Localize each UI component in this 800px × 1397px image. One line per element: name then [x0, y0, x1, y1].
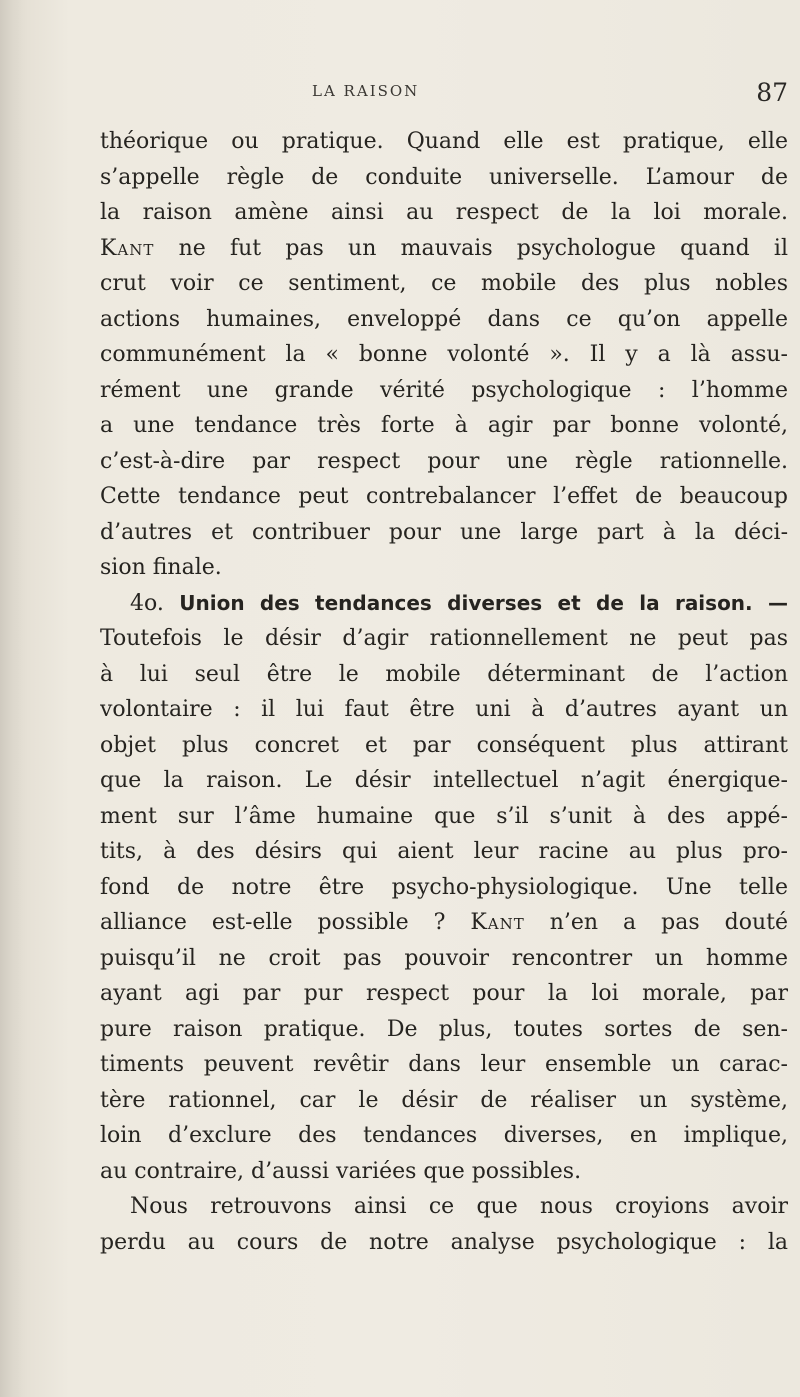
- page-header: [100, 78, 788, 118]
- text-line: loin d’exclure des tendances diverses, en implique,: [100, 1123, 788, 1148]
- text-line: perdu au cours de notre analyse psychologique : la: [100, 1229, 788, 1255]
- text-line: communément la « bonne volonté ». Il y a là assu-: [100, 342, 788, 367]
- text-line: d’autres et contribuer pour une large part à la déci-: [100, 519, 788, 545]
- text-span: n’en a pas douté: [524, 910, 788, 935]
- text-line: ment sur l’âme humaine que s’il s’unit à des appé-: [100, 803, 788, 829]
- text-line: Toutefois le désir d’agir rationnellement ne peut pas: [100, 626, 788, 651]
- text-line: volontaire : il lui faut être uni à d’autres ayant un: [100, 697, 788, 722]
- text-line: [100, 905, 788, 941]
- author-name-kant: Kant: [100, 235, 155, 261]
- text-line: théorique ou pratique. Quand elle est pratique, elle: [100, 129, 788, 154]
- binding-shadow: [0, 0, 22, 1397]
- text-line: timents peuvent revêtir dans leur ensemble un carac-: [100, 1052, 788, 1077]
- section-number: 4o.: [130, 590, 180, 616]
- section-heading: [100, 586, 788, 622]
- text-line: Nous retrouvons ainsi ce que nous croyions avoir: [130, 1194, 788, 1219]
- text-line: ayant agi par pur respect pour la loi morale, par: [100, 981, 788, 1006]
- text-line: tère rationnel, car le désir de réaliser un système,: [100, 1087, 788, 1113]
- text-line: au contraire, d’aussi variées que possibles.: [100, 1158, 582, 1184]
- running-head: LA RAISON: [312, 82, 420, 100]
- text-line: Cette tendance peut contrebalancer l’effet de beaucoup: [100, 484, 788, 509]
- text-line: actions humaines, enveloppé dans ce qu’on appelle: [100, 306, 788, 332]
- text-line: a une tendance très forte à agir par bonne volonté,: [100, 413, 788, 438]
- text-span: ne fut pas un mauvais psychologue quand il: [154, 235, 788, 261]
- text-line: s’appelle règle de conduite universelle. L’amour de: [100, 164, 788, 190]
- page-number: 87: [756, 78, 788, 107]
- author-name-kant: Kant: [470, 910, 525, 935]
- text-line: la raison amène ainsi au respect de la loi morale.: [100, 200, 788, 225]
- section-title: Union des tendances diverses et de la raison. —: [179, 590, 788, 615]
- text-line: [100, 231, 788, 267]
- text-span: alliance est-elle possible ?: [100, 910, 471, 935]
- text-line: pure raison pratique. De plus, toutes sortes de sen-: [100, 1016, 788, 1042]
- body-text: [100, 124, 788, 1260]
- text-line: tits, à des désirs qui aient leur racine au plus pro-: [100, 839, 788, 864]
- text-line: puisqu’il ne croit pas pouvoir rencontrer un homme: [100, 945, 788, 971]
- text-line: que la raison. Le désir intellectuel n’agit énergique-: [100, 768, 788, 793]
- text-line: sion finale.: [100, 555, 222, 580]
- text-line: à lui seul être le mobile déterminant de l’action: [100, 661, 788, 687]
- text-line: c’est-à-dire par respect pour une règle rationnelle.: [100, 448, 788, 474]
- text-line: crut voir ce sentiment, ce mobile des plus nobles: [100, 271, 788, 296]
- text-line: objet plus concret et par conséquent plus attirant: [100, 732, 788, 758]
- text-line: rément une grande vérité psychologique : l’homme: [100, 377, 788, 403]
- text-line: fond de notre être psycho-physiologique. Une telle: [100, 874, 788, 900]
